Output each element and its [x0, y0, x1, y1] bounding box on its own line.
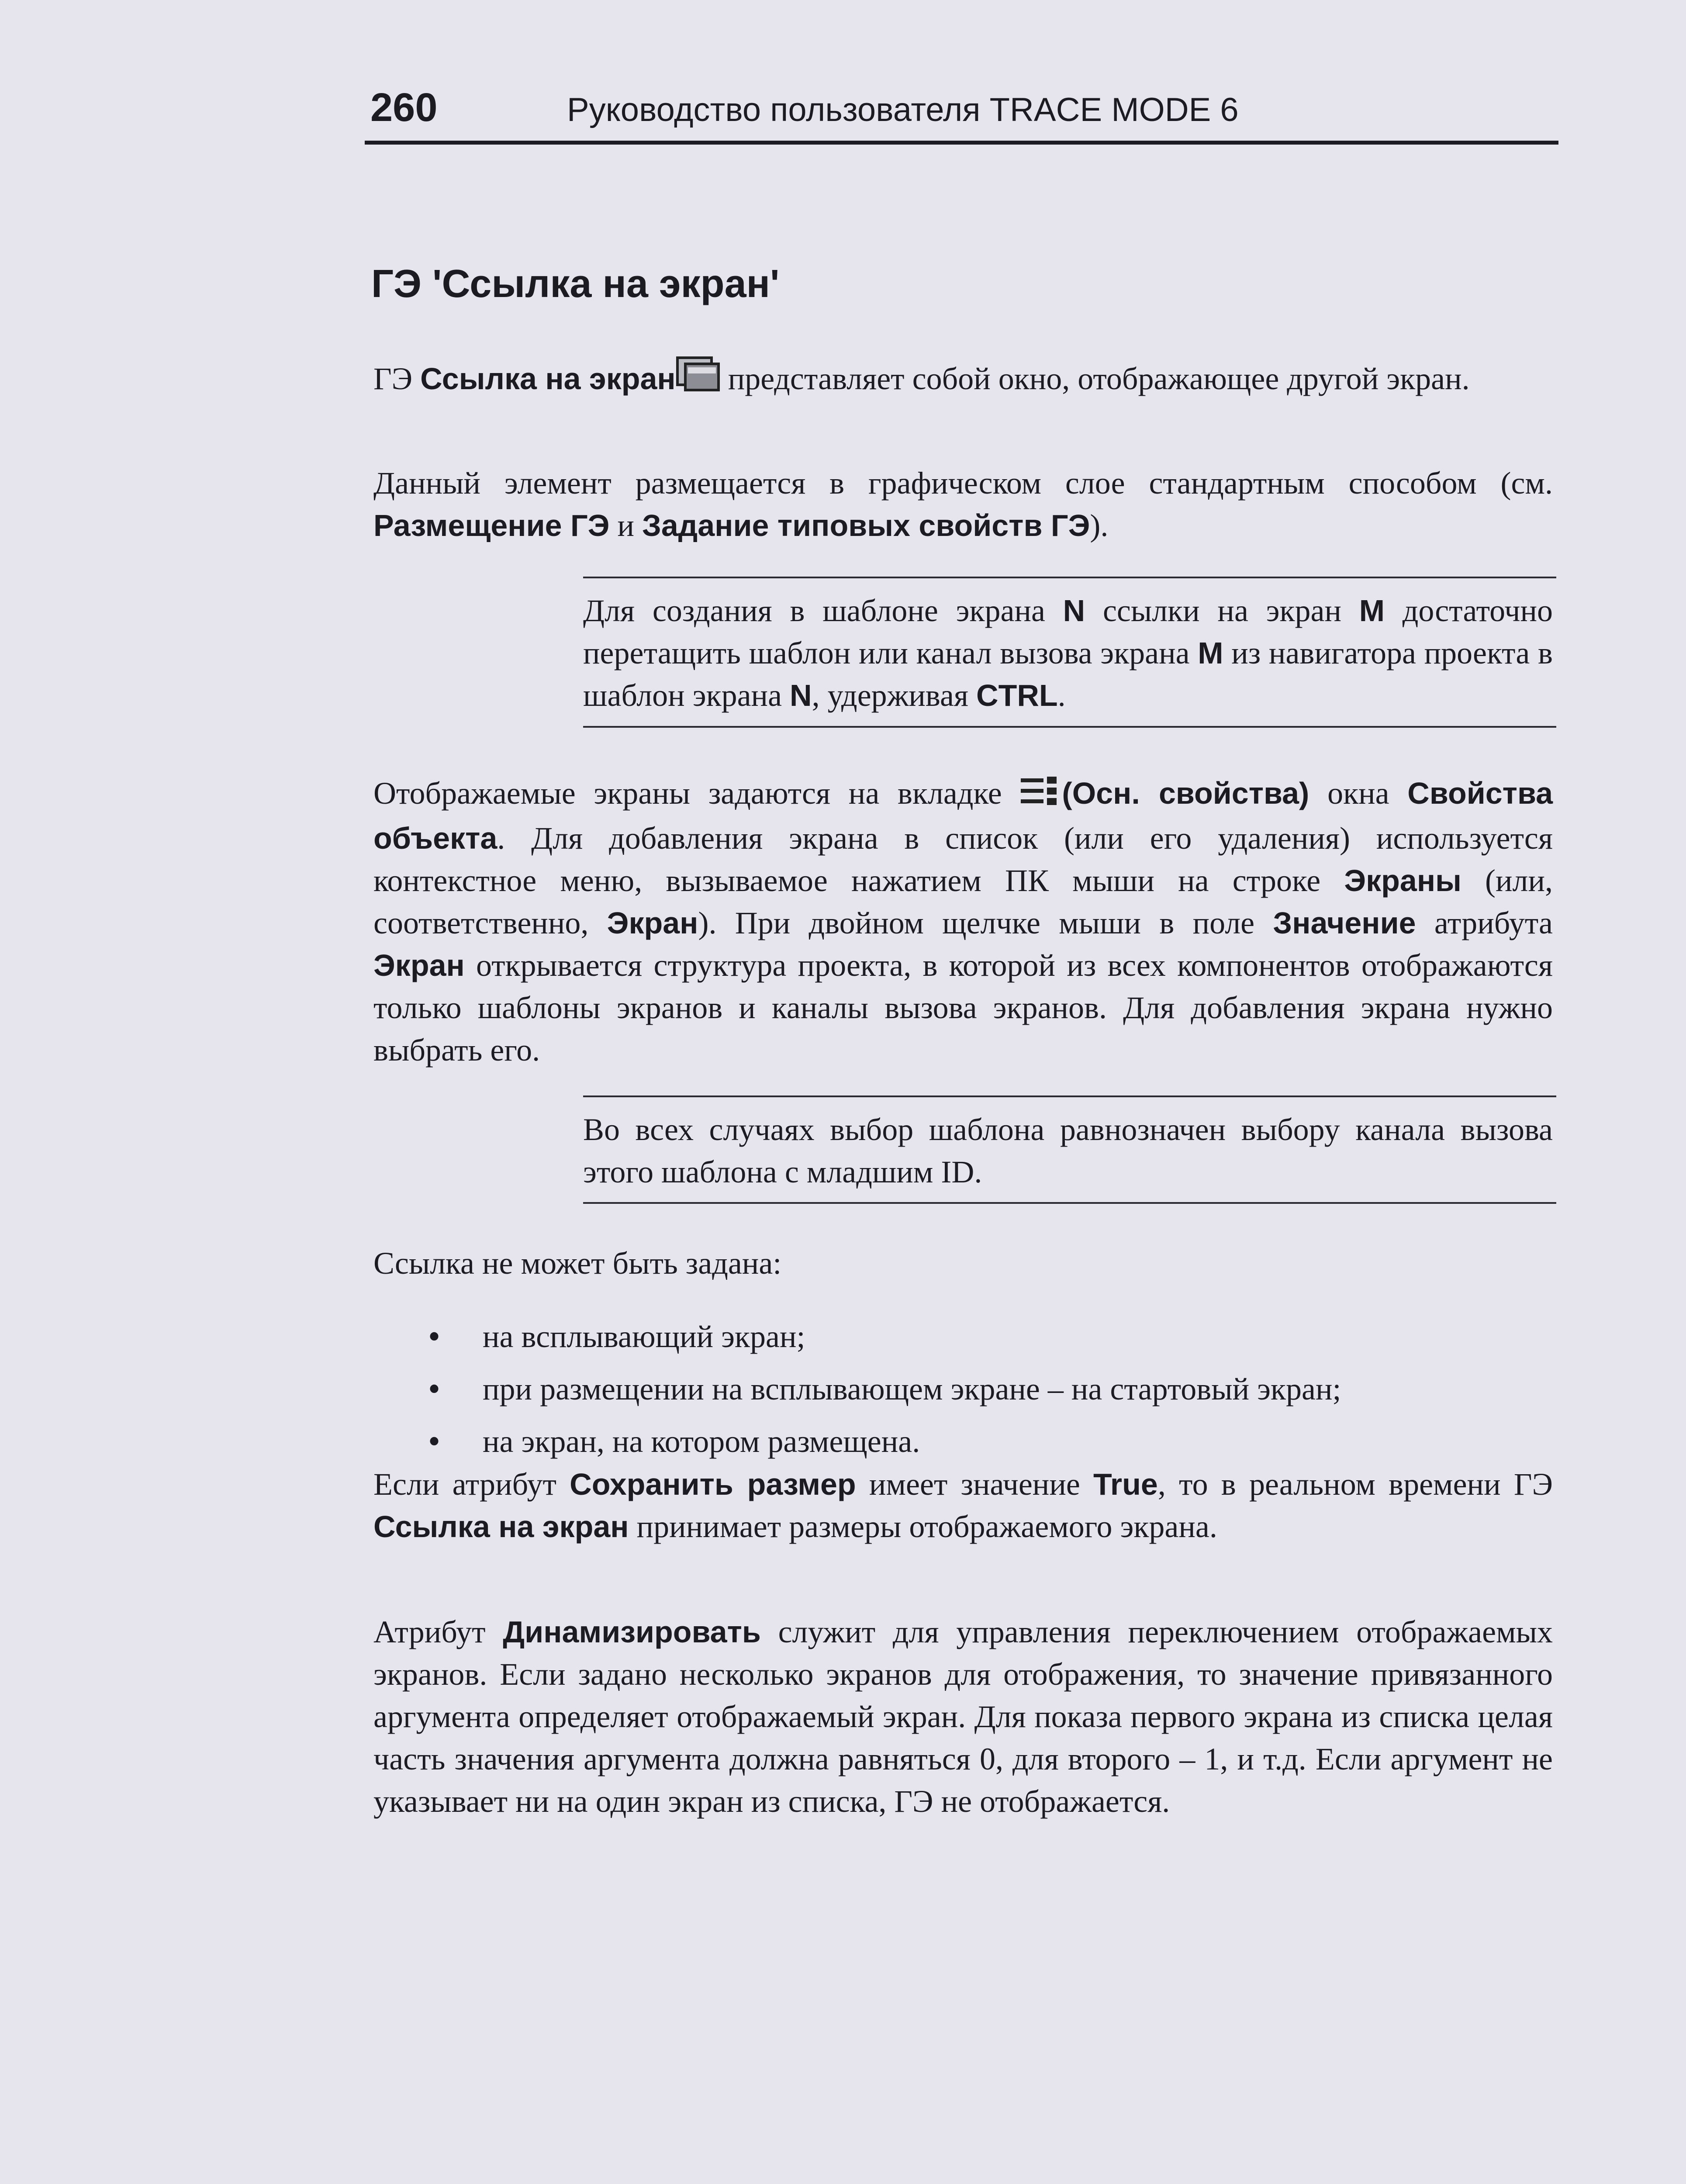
header-rule	[365, 141, 1558, 145]
text: ). При двойном щелчке мыши в поле	[698, 905, 1273, 940]
paragraph-cannot-set: Ссылка не может быть задана:	[373, 1246, 782, 1281]
term-value: Значение	[1273, 906, 1416, 940]
text: Данный элемент размещается в графическом слое стандартным способом (см.	[373, 466, 1553, 501]
text: Для создания в шаблоне экрана	[583, 593, 1063, 628]
running-title: Руководство пользователя TRACE MODE 6	[567, 91, 1239, 128]
text: ссылки на экран	[1085, 593, 1359, 628]
term-screen-link: Ссылка на экран	[420, 362, 676, 396]
main-properties-tab-icon	[1020, 775, 1062, 817]
term-dynamize: Динамизировать	[503, 1615, 761, 1649]
list-item: • на всплывающий экран;	[428, 1310, 1564, 1363]
term-screen: Экран	[373, 948, 465, 982]
paragraph-dynamize	[373, 1611, 1553, 1823]
key-ctrl: CTRL	[976, 678, 1058, 712]
paragraph-intro	[373, 356, 1553, 403]
text: . Для добавления экрана в список (или его удаления) используется контекстное меню, вызываемое нажатием ПК мыши на строке	[373, 821, 1553, 898]
text: , удерживая	[812, 678, 977, 713]
note-rule-bottom	[583, 726, 1556, 728]
list-item: • при размещении на всплывающем экране – на стартовый экран;	[428, 1363, 1564, 1415]
term-object-properties: Свойства объекта	[373, 776, 1553, 855]
term: N	[790, 678, 812, 712]
text: из навигатора проекта в шаблон экрана	[583, 636, 1553, 713]
text: (или, соответственно,	[373, 863, 1553, 940]
note-rule-bottom	[583, 1202, 1556, 1204]
text: .	[1057, 678, 1066, 713]
term-screens: Экраны	[1344, 864, 1461, 898]
term-true: True	[1093, 1467, 1158, 1501]
section-title: ГЭ 'Ссылка на экран'	[371, 262, 780, 306]
text: имеет значение	[856, 1467, 1094, 1502]
text: представляет собой окно, отображающее другой экран.	[720, 361, 1470, 396]
term-main-properties: (Осн. свойства)	[1062, 776, 1309, 810]
text: служит для управления переключением отображаемых экранов. Если задано несколько экранов для отображения, то значение привязанного аргумента определяет отображаемый экран. Для показа первого экрана из списка целая часть значения аргумента должна равняться 0, для второго – 1, и т.д. Если аргумент не указывает ни на один экран из списка, ГЭ не отображается.	[373, 1614, 1553, 1819]
note-ctrl-drag	[583, 590, 1553, 717]
text: ГЭ	[373, 361, 421, 396]
note-rule-top	[583, 577, 1556, 578]
paragraph-displayed-screens	[373, 772, 1553, 1071]
text: открывается структура проекта, в которой из всех компонентов отображаются только шаблоны экранов и каналы вызова экранов. Для добавления экрана нужно выбрать его.	[373, 948, 1553, 1068]
text: принимает размеры отображаемого экрана.	[629, 1509, 1217, 1544]
text: окна	[1309, 776, 1408, 811]
text: ).	[1090, 508, 1109, 543]
text: , то в реальном времени ГЭ	[1157, 1467, 1553, 1502]
term: N	[1063, 594, 1085, 628]
term-screen-link: Ссылка на экран	[373, 1510, 629, 1544]
text: Если атрибут	[373, 1467, 570, 1502]
link-placement: Размещение ГЭ	[373, 508, 610, 543]
restrictions-list	[428, 1310, 1564, 1468]
term: M	[1359, 594, 1385, 628]
term-keep-size: Сохранить размер	[570, 1467, 856, 1501]
text: достаточно перетащить шаблон или канал вызова экрана	[583, 593, 1553, 670]
link-typical-properties: Задание типовых свойств ГЭ	[642, 508, 1090, 543]
screen-link-icon	[676, 356, 720, 403]
text: атрибута	[1416, 905, 1553, 940]
paragraph-keep-size	[373, 1463, 1553, 1548]
text: и	[609, 508, 643, 543]
term-screen: Экран	[607, 906, 698, 940]
text: Атрибут	[373, 1614, 503, 1649]
list-item: • на экран, на котором размещена.	[428, 1415, 1564, 1468]
term: M	[1198, 636, 1223, 670]
note-rule-top	[583, 1095, 1556, 1097]
note-template-id: Во всех случаях выбор шаблона равнозначен выбору канала вызова этого шаблона с младшим ID.	[583, 1112, 1553, 1189]
page-number: 260	[370, 85, 438, 130]
paragraph-placement	[373, 462, 1553, 547]
text: Отображаемые экраны задаются на вкладке	[373, 776, 1020, 811]
